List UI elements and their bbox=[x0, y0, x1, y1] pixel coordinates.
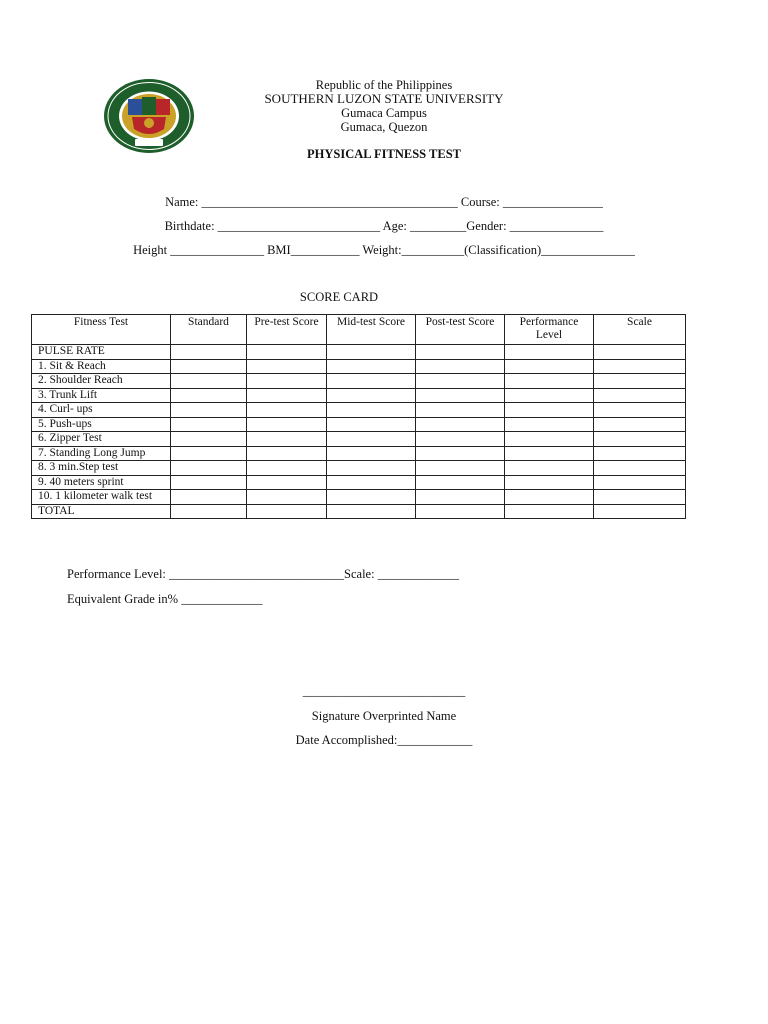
header-mid-test: Mid-test Score bbox=[327, 315, 416, 345]
name-course-field: Name: _________________________________________ Course: ________________ bbox=[165, 195, 603, 209]
fitness-test-label: 1. Sit & Reach bbox=[32, 359, 171, 374]
table-row bbox=[32, 432, 686, 447]
score-cell bbox=[327, 345, 416, 360]
page-title: PHYSICAL FITNESS TEST bbox=[307, 147, 461, 161]
score-cell bbox=[505, 403, 594, 418]
score-cell bbox=[327, 475, 416, 490]
score-cell bbox=[247, 490, 327, 505]
score-cell bbox=[171, 490, 247, 505]
score-cell bbox=[594, 374, 686, 389]
score-cell bbox=[247, 446, 327, 461]
score-card-table bbox=[31, 314, 686, 519]
score-cell bbox=[327, 504, 416, 519]
score-cell bbox=[505, 432, 594, 447]
header-standard: Standard bbox=[171, 315, 247, 345]
fitness-test-label: PULSE RATE bbox=[32, 345, 171, 360]
header-fitness-test: Fitness Test bbox=[32, 315, 171, 345]
header-republic: Republic of the Philippines bbox=[315, 78, 453, 92]
header-pre-test: Pre-test Score bbox=[247, 315, 327, 345]
score-cell bbox=[416, 490, 505, 505]
score-cell bbox=[171, 403, 247, 418]
score-cell bbox=[416, 504, 505, 519]
header-campus: Gumaca Campus bbox=[341, 106, 427, 120]
document-header bbox=[200, 78, 568, 134]
score-cell bbox=[247, 403, 327, 418]
score-cell bbox=[416, 374, 505, 389]
score-cell bbox=[416, 417, 505, 432]
score-cell bbox=[171, 388, 247, 403]
score-cell bbox=[416, 403, 505, 418]
score-cell bbox=[171, 475, 247, 490]
score-cell bbox=[594, 345, 686, 360]
score-cell bbox=[416, 388, 505, 403]
table-row bbox=[32, 359, 686, 374]
table-header-row bbox=[32, 315, 686, 345]
score-cell bbox=[505, 345, 594, 360]
fitness-test-label: 9. 40 meters sprint bbox=[32, 475, 171, 490]
fitness-test-label: 10. 1 kilometer walk test bbox=[32, 490, 171, 505]
score-cell bbox=[416, 461, 505, 476]
score-cell bbox=[594, 461, 686, 476]
table-row bbox=[32, 345, 686, 360]
score-cell bbox=[505, 490, 594, 505]
score-cell bbox=[171, 345, 247, 360]
signature-label: Signature Overprinted Name bbox=[311, 709, 457, 723]
score-cell bbox=[327, 359, 416, 374]
score-cell bbox=[247, 388, 327, 403]
score-cell bbox=[505, 359, 594, 374]
score-cell bbox=[247, 504, 327, 519]
header-performance-level: Performance Level bbox=[505, 315, 594, 345]
score-cell bbox=[505, 475, 594, 490]
score-cell bbox=[247, 374, 327, 389]
score-cell bbox=[327, 417, 416, 432]
fitness-test-label: 8. 3 min.Step test bbox=[32, 461, 171, 476]
score-cell bbox=[594, 432, 686, 447]
score-cell bbox=[247, 475, 327, 490]
score-cell bbox=[505, 388, 594, 403]
score-cell bbox=[505, 374, 594, 389]
table-row bbox=[32, 461, 686, 476]
score-cell bbox=[171, 446, 247, 461]
table-row bbox=[32, 374, 686, 389]
header-location: Gumaca, Quezon bbox=[340, 120, 428, 134]
score-cell bbox=[594, 403, 686, 418]
fitness-test-label: 6. Zipper Test bbox=[32, 432, 171, 447]
score-cell bbox=[505, 504, 594, 519]
score-cell bbox=[594, 417, 686, 432]
fitness-test-label: 3. Trunk Lift bbox=[32, 388, 171, 403]
score-cell bbox=[594, 388, 686, 403]
header-post-test: Post-test Score bbox=[416, 315, 505, 345]
date-accomplished-line: Date Accomplished:____________ bbox=[295, 733, 473, 747]
fitness-test-label: 4. Curl- ups bbox=[32, 403, 171, 418]
table-row bbox=[32, 403, 686, 418]
score-cell bbox=[594, 490, 686, 505]
score-cell bbox=[171, 432, 247, 447]
score-cell bbox=[505, 417, 594, 432]
university-seal-logo bbox=[102, 77, 196, 155]
table-row bbox=[32, 446, 686, 461]
fitness-test-label: 7. Standing Long Jump bbox=[32, 446, 171, 461]
score-cell bbox=[247, 432, 327, 447]
table-row bbox=[32, 504, 686, 519]
header-university: SOUTHERN LUZON STATE UNIVERSITY bbox=[264, 91, 504, 106]
table-row bbox=[32, 475, 686, 490]
score-cell bbox=[247, 417, 327, 432]
score-cell bbox=[327, 432, 416, 447]
fitness-test-label: 5. Push-ups bbox=[32, 417, 171, 432]
score-cell bbox=[327, 388, 416, 403]
score-cell bbox=[327, 403, 416, 418]
scorecard-title: SCORE CARD bbox=[299, 290, 379, 304]
score-cell bbox=[247, 461, 327, 476]
table-row bbox=[32, 388, 686, 403]
score-cell bbox=[416, 432, 505, 447]
score-cell bbox=[327, 490, 416, 505]
score-cell bbox=[594, 359, 686, 374]
equivalent-grade-line: Equivalent Grade in% _____________ bbox=[67, 592, 263, 606]
score-cell bbox=[594, 504, 686, 519]
fitness-test-label: TOTAL bbox=[32, 504, 171, 519]
score-cell bbox=[327, 461, 416, 476]
signature-line: __________________________ bbox=[302, 684, 466, 698]
score-cell bbox=[416, 446, 505, 461]
height-bmi-weight-field: Height _______________ BMI___________ Weight:__________(Classification)_______________ bbox=[133, 243, 635, 257]
score-cell bbox=[416, 345, 505, 360]
score-cell bbox=[171, 359, 247, 374]
score-cell bbox=[594, 475, 686, 490]
score-cell bbox=[171, 461, 247, 476]
score-cell bbox=[171, 374, 247, 389]
fitness-test-label: 2. Shoulder Reach bbox=[32, 374, 171, 389]
score-cell bbox=[505, 446, 594, 461]
score-cell bbox=[171, 417, 247, 432]
score-cell bbox=[327, 446, 416, 461]
score-cell bbox=[505, 461, 594, 476]
birthdate-age-gender-field: Birthdate: __________________________ Age: _________Gender: _______________ bbox=[164, 219, 604, 233]
performance-level-line: Performance Level: ____________________________Scale: _____________ bbox=[67, 567, 459, 581]
table-row bbox=[32, 490, 686, 505]
score-cell bbox=[247, 345, 327, 360]
score-cell bbox=[416, 475, 505, 490]
score-cell bbox=[594, 446, 686, 461]
score-cell bbox=[327, 374, 416, 389]
score-cell bbox=[171, 504, 247, 519]
header-scale: Scale bbox=[594, 315, 686, 345]
table-row bbox=[32, 417, 686, 432]
score-cell bbox=[247, 359, 327, 374]
score-cell bbox=[416, 359, 505, 374]
